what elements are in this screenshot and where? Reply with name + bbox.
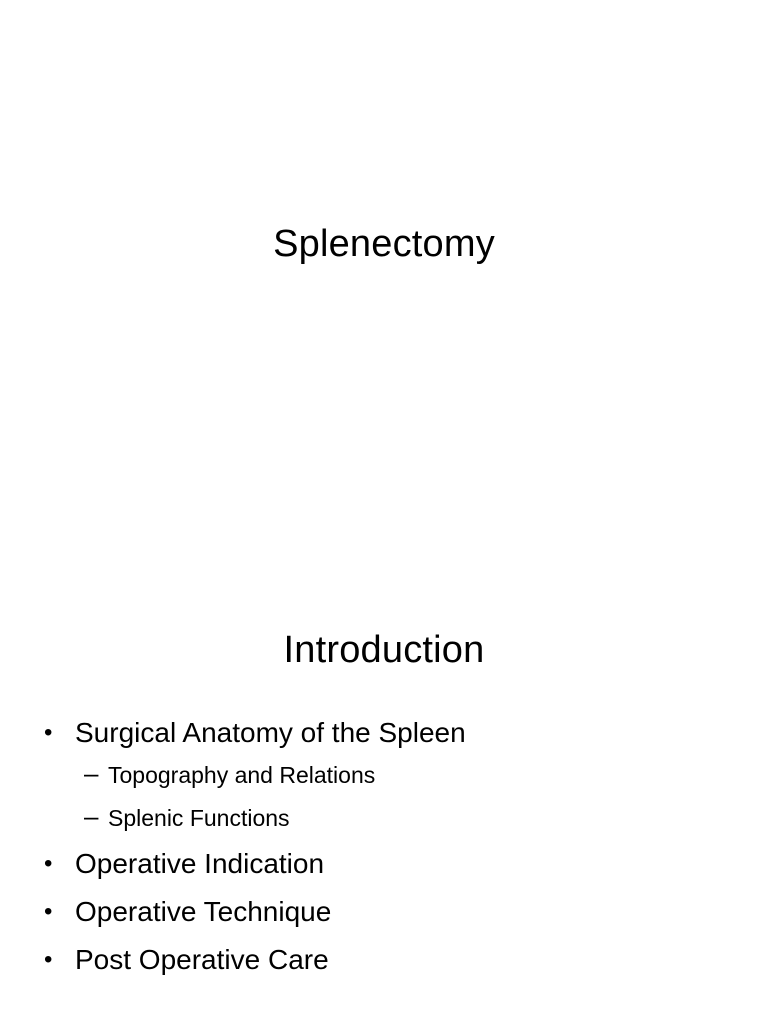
slide-introduction: [0, 576, 768, 1024]
bullet-text: Operative Technique: [75, 896, 332, 927]
sub-bullet-item: [75, 760, 744, 790]
bullet-marker: •: [44, 719, 53, 746]
sub-bullet-text: Topography and Relations: [108, 762, 376, 788]
sub-bullet-item: [75, 803, 744, 833]
bullet-marker: •: [44, 850, 53, 877]
bullet-item: [44, 895, 744, 929]
sub-bullet-text: Splenic Functions: [108, 805, 290, 831]
sub-bullet-marker: –: [84, 801, 99, 831]
bullet-item: [44, 847, 744, 881]
bullet-text: Operative Indication: [75, 848, 325, 879]
sub-bullet-list: [75, 760, 744, 833]
bullet-marker: •: [44, 946, 53, 973]
bullet-item: [44, 943, 744, 977]
bullet-item: [44, 716, 744, 833]
presentation-title: Splenectomy: [273, 223, 495, 265]
sub-bullet-marker: –: [84, 758, 99, 788]
bullet-marker: •: [44, 898, 53, 925]
bullet-list: [44, 716, 744, 991]
slide-heading: Introduction: [283, 629, 485, 671]
bullet-text: Surgical Anatomy of the Spleen: [75, 717, 466, 748]
bullet-text: Post Operative Care: [75, 944, 329, 975]
